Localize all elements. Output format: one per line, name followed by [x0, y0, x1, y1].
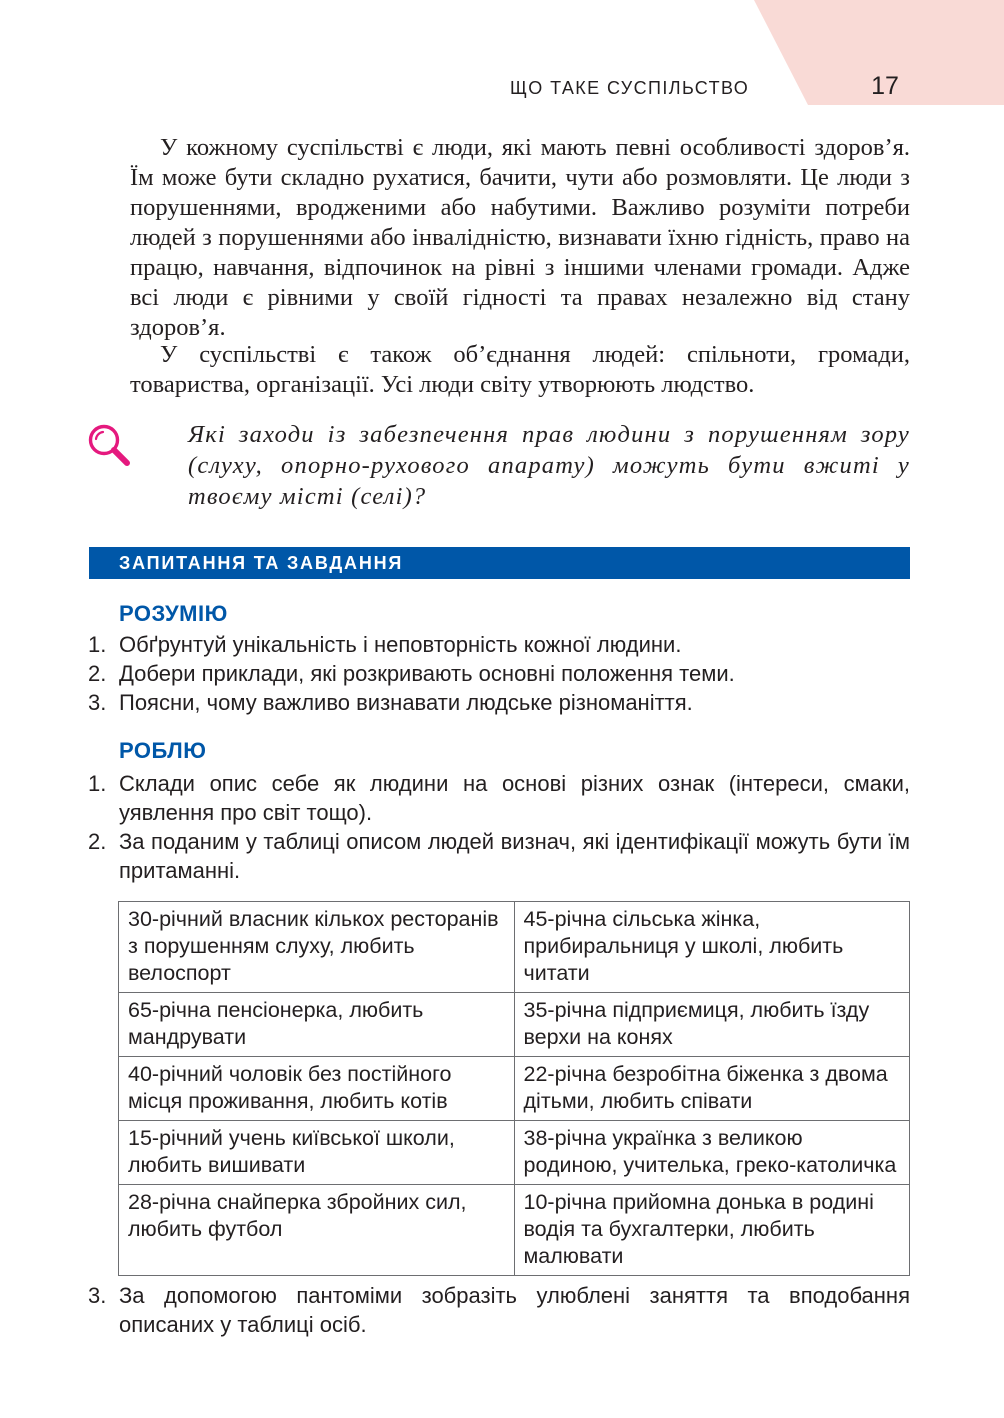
table-cell: 65-річна пенсіонерка, любить мандрувати [119, 993, 515, 1057]
table-row [119, 902, 910, 993]
item-number: 3. [88, 1283, 107, 1308]
rozumiyu-list [88, 630, 910, 717]
roblyu-list [88, 769, 910, 885]
table-row [119, 1057, 910, 1121]
running-title: ЩО ТАКЕ СУСПІЛЬСТВО [510, 78, 750, 98]
table-cell: 22-річна безробітна біженка з двома дітьми, любить співати [514, 1057, 910, 1121]
table-cell: 45-річна сільська жінка, прибиральниця у школі, любить читати [514, 902, 910, 993]
list-item [88, 630, 910, 659]
table-cell: 30-річний власник кількох ресторанів з порушенням слуху, любить велоспорт [119, 902, 515, 993]
list-item [88, 827, 910, 885]
table-row [119, 1185, 910, 1276]
table-cell: 15-річний учень київської школи, любить вишивати [119, 1121, 515, 1185]
item-number: 1. [88, 771, 107, 796]
list-item [88, 688, 910, 717]
item-number: 2. [88, 829, 107, 854]
heading-rozumiyu: РОЗУМІЮ [119, 601, 228, 626]
item-text: Обґрунтуй унікальність і неповторність кожної людини. [119, 632, 682, 657]
table-cell: 40-річний чоловік без постійного місця проживання, любить котів [119, 1057, 515, 1121]
item-number: 3. [88, 690, 107, 715]
roblyu-list-continued [88, 1281, 910, 1339]
item-text: Склади опис себе як людини на основі різних ознак (інтереси, смаки, уявлення про світ тощо). [119, 771, 910, 825]
table-cell: 38-річна українка з великою родиною, учителька, греко-католичка [514, 1121, 910, 1185]
body-paragraph-1: У кожному суспільстві є люди, які мають певні особливості здоров’я. Їм може бути складно рухатися, бачити, чути або розмовляти. Це люди з порушеннями, вродженими або набутими. Важливо розуміти потреби людей з порушеннями або інвалідністю, визнавати їхню гідність, право на працю, навчання, відпочинок на рівні з іншими членами громади. Адже всі люди є рівними у своїй гідності та правах незалежно від стану здоров’я. [130, 134, 910, 341]
table-cell: 28-річна снайперка збройних сил, любить футбол [119, 1185, 515, 1276]
item-number: 2. [88, 661, 107, 686]
table-row [119, 993, 910, 1057]
list-item [88, 1281, 910, 1339]
list-item [88, 769, 910, 827]
item-text: Добери приклади, які розкривають основні положення теми. [119, 661, 735, 686]
reflection-question: Які заходи із забезпечення прав людини з порушенням зору (слуху, опорно-рухового апарату) можуть бути вжиті у твоєму місті (селі)? [188, 421, 910, 510]
page-number: 17 [871, 72, 899, 100]
list-item [88, 659, 910, 688]
item-text: За допомогою пантоміми зобразіть улюблені заняття та вподобання описаних у таблиці осіб. [119, 1283, 910, 1337]
heading-roblyu: РОБЛЮ [119, 738, 207, 763]
table-cell: 35-річна підприємиця, любить їзду верхи на конях [514, 993, 910, 1057]
identity-table [118, 901, 910, 1276]
item-text: Поясни, чому важливо визнавати людське різноманіття. [119, 690, 693, 715]
item-text: За поданим у таблиці описом людей визнач, які ідентифікації можуть бути їм притаманні. [119, 829, 910, 883]
item-number: 1. [88, 632, 107, 657]
table-cell: 10-річна прийомна донька в родині водія та бухгалтерки, любить малювати [514, 1185, 910, 1276]
table-row [119, 1121, 910, 1185]
section-title: ЗАПИТАННЯ ТА ЗАВДАННЯ [89, 547, 910, 579]
body-paragraph-2: У суспільстві є також об’єднання людей: спільноти, громади, товариства, організації. Усі люди світу утворюють людство. [130, 341, 910, 398]
magnifier-icon [86, 422, 132, 468]
